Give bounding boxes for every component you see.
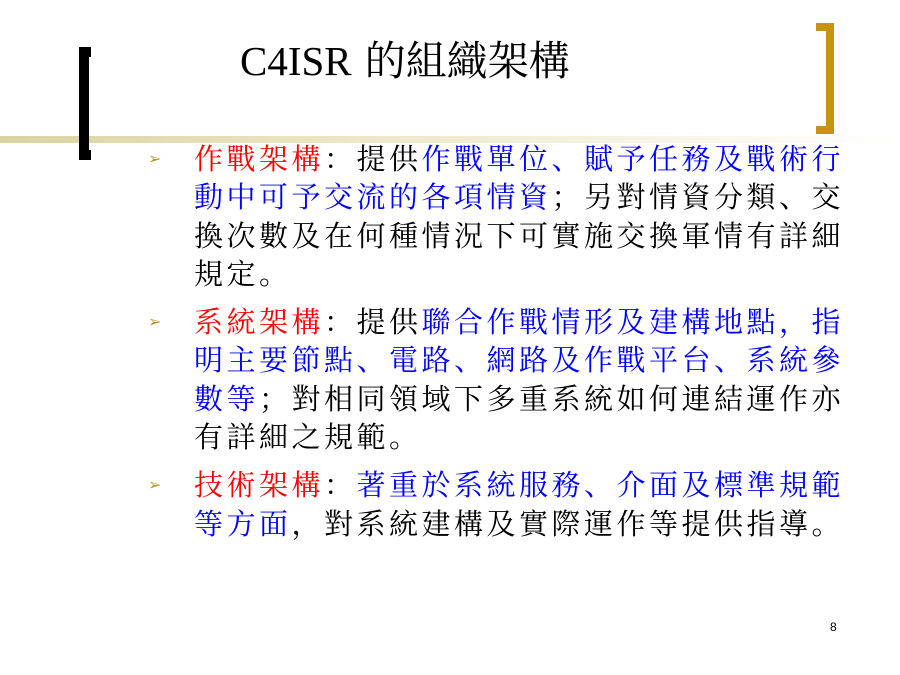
triangle-bullet-icon: ➢ [148,149,165,168]
bullet-item-system [148,303,860,456]
bullet-text: ：提供 [324,305,422,340]
bullet-item-operational [148,140,860,293]
page-number: 8 [830,620,837,634]
bullet-text: ；對相同領域下多重系統如何連結運作亦有詳細之規範。 [194,381,845,455]
bullet-item-technical [148,466,860,543]
bullet-list [148,140,860,553]
left-bracket-decoration [79,47,91,160]
triangle-bullet-icon: ➢ [148,475,165,495]
slide-title-cjk: 的組織架構 [351,37,570,85]
bullet-heading: 技術架構 [194,468,325,503]
slide-title [240,36,570,86]
bullet-highlight: 作戰單位、賦予任務及戰術行動中可予交流的各項情資 [194,142,845,215]
triangle-bullet-icon: ➢ [148,312,165,332]
bullet-text: ；另對情資分類、交換次數及在何種情況下可實施交換軍情有詳細規定。 [194,180,845,291]
bullet-text: ，對系統建構及實際運作等提供指導。 [291,506,845,541]
slide-title-latin: C4ISR [240,38,352,84]
bullet-heading: 作戰架構 [194,142,325,176]
bullet-text: ：提供 [324,142,422,176]
right-bracket-decoration [816,23,834,134]
bullet-text: ： [324,468,357,503]
bullet-highlight: 著重於系統服務、介面及標準規範等方面 [194,468,845,541]
bullet-highlight: 聯合作戰情形及建構地點，指明主要節點、電路、網路及作戰平台、系統參數等 [194,305,845,416]
bullet-heading: 系統架構 [194,305,325,340]
